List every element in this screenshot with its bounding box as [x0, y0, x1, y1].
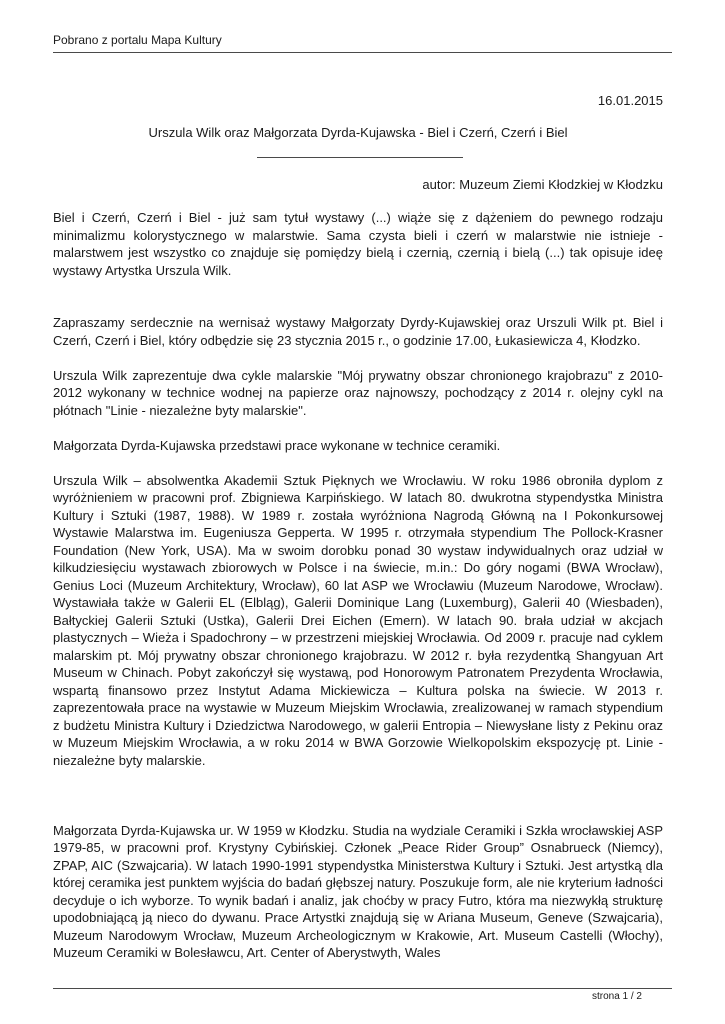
- paragraph-wilk-bio: Urszula Wilk – absolwentka Akademii Sztuk Pięknych we Wrocławiu. W roku 1986 obroniła dyplom z wyróżnieniem w pracowni prof. Zbigniewa Karpińskiego. W latach 80. dwukrotna stypendystka Ministra Kultury i Sztuki (1987, 1988). W 1989 r. została wyróżniona Nagrodą Główną na I Pokonkursowej Wystawie Malarstwa im. Eugeniusza Gepperta. W 1995 r. otrzymała stypendium The Pollock-Krasner Foundation (New York, USA). Ma w swoim dorobku ponad 30 wystaw indywidualnych oraz udział w kilkudziesięciu wystawach zbiorowych w Polsce i na świecie, m.in.: Do góry nogami (BWA Wrocław), Genius Loci (Muzeum Architektury, Wrocław), 60 lat ASP we Wrocławiu (Muzeum Narodowe, Wrocław). Wystawiała także w Galerii EL (Elbląg), Galerii Dominique Lang (Luxemburg), Galerii 40 (Wiesbaden), Bałtyckiej Galerii Sztuki (Ustka), Galerii Drei Eichen (Emern). W latach 90. brała udział w akcjach plastycznych – Wieża i Spadochrony – w przestrzeni miejskiej Wrocławia. Od 2009 r. pracuje nad cyklem malarskim pt. Mój prywatny obszar chronionego krajobrazu. W 2012 r. była rezydentką Shangyuan Art Museum w Chinach. Pobyt zakończył się wystawą, pod Honorowym Patronatem Prezydenta Wrocławia, wspartą finansowo przez Instytut Adama Mickiewicza – Kultura polska na świecie. W 2013 r. zaprezentowała prace na wystawie w Muzeum Miejskim Wrocławia, zrealizowanej w ramach stypendium z budżetu Ministra Kultury i Dziedzictwa Narodowego, w galerii Entropia – Niewysłane listy z Pekinu oraz w Muzeum Miejskim Wrocławia, a w roku 2014 w BWA Gorzowie Wielkopolskim ekspozycję pt. Linie - niezależne byty malarskie.: [53, 472, 663, 768]
- header-divider: [53, 52, 672, 53]
- page-number: strona 1 / 2: [591, 991, 642, 1002]
- document-title: Urszula Wilk oraz Małgorzata Dyrda-Kujawska - Biel i Czerń, Czerń i Biel: [148, 125, 568, 140]
- paragraph-dyrda-ceramics: Małgorzata Dyrda-Kujawska przedstawi prace wykonane w technice ceramiki.: [53, 437, 501, 453]
- footer-divider: [53, 988, 672, 989]
- document-author: autor: Muzeum Ziemi Kłodzkiej w Kłodzku: [422, 177, 663, 192]
- source-label: Pobrano z portalu Mapa Kultury: [53, 33, 222, 47]
- document-date: 16.01.2015: [597, 93, 663, 108]
- paragraph-intro: Biel i Czerń, Czerń i Biel - już sam tytuł wystawy (...) wiąże się z dążeniem do pewnego rodzaju minimalizmu kolorystycznego w malarstwie. Sama czysta bieli i czerń w malarstwie nie istnieje - malarstwem jest wszystko co znajduje się pomiędzy bielą i czernią, czernią i bielą (...) tak opisuje ideę wystawy Artystka Urszula Wilk.: [53, 210, 663, 278]
- paragraph-dyrda-bio: Małgorzata Dyrda-Kujawska ur. W 1959 w Kłodzku. Studia na wydziale Ceramiki i Szkła wrocławskiej ASP 1979-85, w pracowni prof. Krystyny Cybińskiej. Członek „Peace Rider Group” Osnabrueck (Niemcy), ZPAP, AIC (Szwajcaria). W latach 1990-1991 stypendystka Ministerstwa Kultury i Sztuki. Jest artystką dla której ceramika jest punktem wyjścia do badań głębszej natury. Poszukuje form, ale nie kryterium ładności decyduje o ich wyborze. To wynik badań i analiz, jak choćby w pracy Futro, która ma niezwykłą strukturę upodobniającą ją nieco do dywanu. Prace Artystki znajdują się w Ariana Museum, Geneve (Szwajcaria), Muzeum Narodowym Wrocław, Muzeum Archeologicznym w Krakowie, Art. Museum Castelli (Włochy), Muzeum Ceramiki w Bolesławcu, Art. Center of Aberystwyth, Wales: [53, 822, 663, 960]
- paragraph-wilk-cycles: Urszula Wilk zaprezentuje dwa cykle malarskie "Mój prywatny obszar chronionego krajobrazu" z 2010-2012 wykonany w technice wodnej na papierze oraz najnowszy, pochodzący z 2014 r. olejny cykl na płótnach "Linie - niezależne byty malarskie".: [53, 367, 663, 418]
- paragraph-invitation: Zapraszamy serdecznie na wernisaż wystawy Małgorzaty Dyrdy-Kujawskiej oraz Urszuli Wilk pt. Biel i Czerń, Czerń i Biel, który odbędzie się 23 stycznia 2015 r., o godzinie 17.00, Łukasiewicza 4, Kłodzko.: [53, 315, 663, 348]
- document-body: [53, 209, 663, 979]
- title-underline: [257, 157, 463, 158]
